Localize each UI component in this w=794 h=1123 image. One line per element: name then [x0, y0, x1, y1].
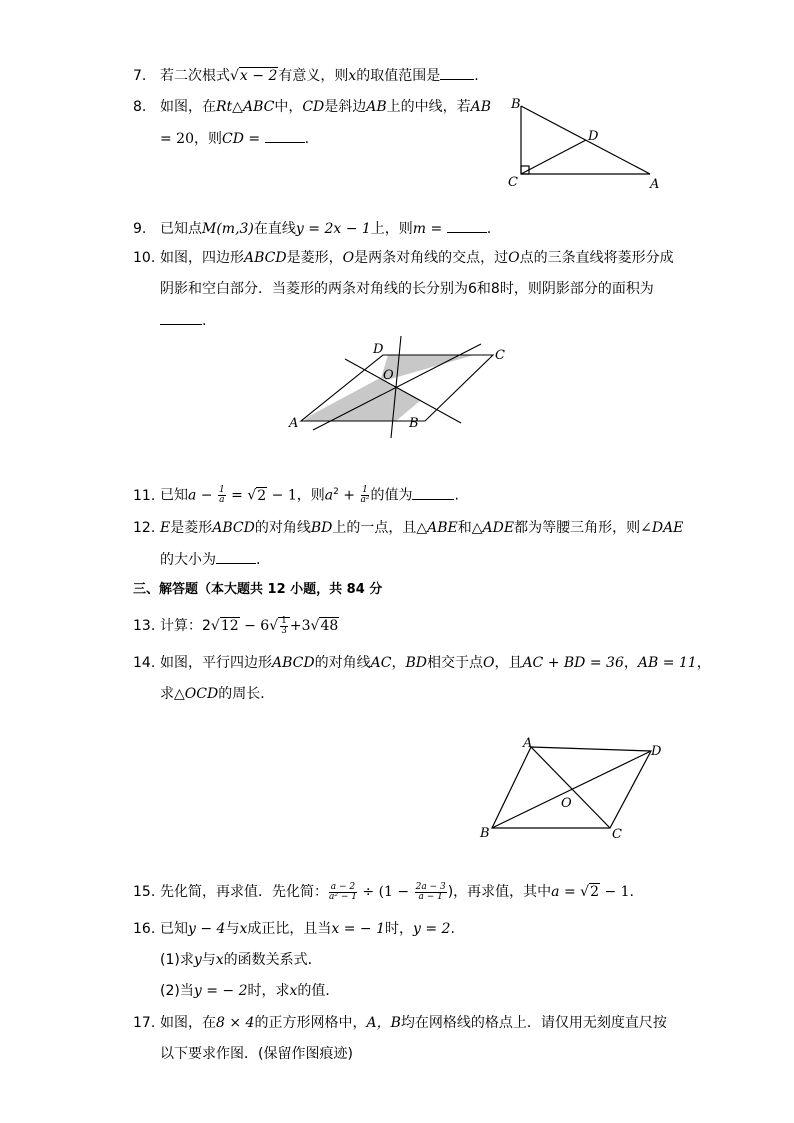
figure-rhombus-shaded: [285, 333, 505, 443]
question-8-line2: = 20，则CD = .: [160, 131, 310, 147]
shaded-regions: [297, 355, 474, 423]
radical: √x − 2: [230, 68, 278, 84]
question-10: 10. 如图，四边形ABCD是菱形，O是两条对角线的交点，过O点的三条直线将菱形分成: [133, 250, 674, 266]
question-17: 17. 如图，在8 × 4的正方形网格中，A，B均在网格线的格点上．请仅用无刻度直尺按: [133, 1015, 667, 1031]
question-14-line2: 求△OCD的周长．: [160, 686, 275, 702]
label-b: B: [480, 826, 490, 841]
answer-blank: [447, 219, 487, 233]
answer-blank: [160, 311, 202, 325]
question-number: 11.: [133, 487, 156, 504]
figure-right-triangle: [500, 92, 670, 192]
median-cd: [521, 140, 586, 174]
label-c: C: [612, 827, 622, 842]
question-number: 7.: [133, 68, 147, 84]
label-b: B: [511, 97, 521, 112]
label-b: B: [409, 416, 419, 431]
question-16-part-2: (2)当y = − 2时，求x的值．: [160, 983, 340, 999]
question-12: E是菱形ABCD的对角线BD上的一点，且△ABE和△ADE都为等腰三角形，则∠DAE: [160, 520, 684, 536]
label-c: C: [495, 348, 505, 363]
label-d: D: [651, 744, 662, 759]
question-number: 12.: [133, 520, 156, 536]
question-7: 7. 若二次根式√x − 2有意义，则x的取值范围是 .: [133, 68, 479, 84]
label-a: A: [523, 736, 533, 751]
figure-parallelogram: [475, 735, 675, 845]
question-14: 14. 如图，平行四边形ABCD的对角线AC，BD相交于点O，且AC + BD = 36，AB = 11，: [133, 655, 711, 671]
question-16-part-1: (1)求y与x的函数关系式．: [160, 952, 322, 968]
answer-blank: [412, 486, 454, 500]
question-number: 16.: [133, 921, 156, 937]
answer-blank: [216, 550, 256, 564]
question-16: 16. 已知y − 4与x成正比，且当x = − 1时，y = 2.: [133, 921, 455, 937]
question-15: 15. 先化简，再求值．先化简： $\frac{a - 2}{\text{a² − 1}}$ ÷ (1 − $\frac{2a - 3}{a - 1}$ )，再求值，其中a = √2 − 1.: [133, 881, 635, 902]
question-10-line2: 阴影和空白部分．当菱形的两条对角线的长分别为6和8时，则阴影部分的面积为: [160, 281, 654, 297]
label-a: A: [289, 416, 299, 431]
question-number: 17.: [133, 1015, 156, 1031]
label-o: O: [383, 368, 394, 383]
label-c: C: [508, 175, 518, 190]
question-number: 9.: [133, 221, 147, 237]
answer-blank: [265, 129, 305, 143]
question-number: 15.: [133, 884, 156, 900]
question-8: 8. 如图，在Rt△ABC中，CD是斜边AB上的中线，若AB: [133, 99, 492, 115]
shade-region-3: [303, 378, 396, 421]
question-10-line3: .: [160, 311, 206, 331]
label-o: O: [561, 796, 572, 811]
diagonal-ac: [531, 747, 610, 828]
label-d: D: [373, 342, 384, 357]
question-9: 9. 已知点M(m,3)在直线y = 2x − 1上，则m = .: [133, 221, 492, 237]
shade-region-1: [381, 355, 474, 380]
question-17-line2: 以下要求作图．(保留作图痕迹): [160, 1046, 353, 1062]
question-11: 11. 已知a − $\frac{1}{a}$ = √2 − 1，则$a^2$ + $\frac{1}{\text{a²}}$ 的值为 .: [133, 485, 459, 506]
question-13: 13. 计算：2√12 − 6√ $\frac{1}{3}$ +3√48: [133, 615, 339, 636]
answer-blank: [440, 66, 474, 80]
diagonal-bd: [492, 751, 651, 828]
question-number: 13.: [133, 618, 156, 634]
label-a: A: [650, 177, 660, 192]
question-12-line2: 的大小为 .: [160, 552, 261, 568]
section-heading: 三、解答题（本大题共 12 小题，共 84 分: [133, 582, 383, 597]
question-number: 10.: [133, 250, 156, 266]
question-number: 14.: [133, 655, 156, 671]
label-d: D: [588, 129, 599, 144]
question-number: 8.: [133, 99, 147, 115]
